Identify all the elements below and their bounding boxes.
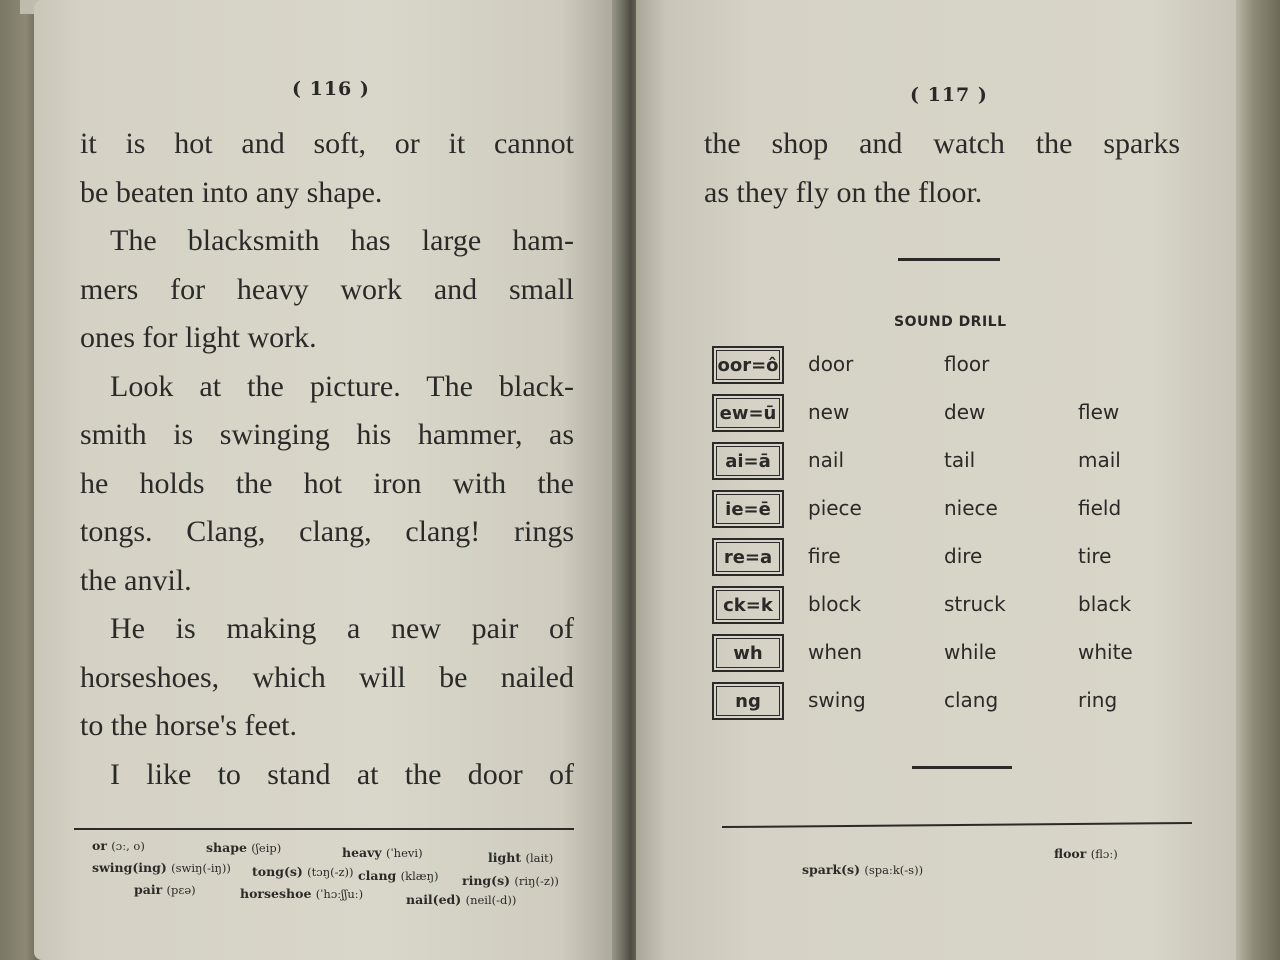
text-line: The blacksmith has large ham- (110, 224, 574, 257)
drill-word: door (808, 352, 854, 376)
drill-row (636, 346, 1242, 386)
footnote-entry: or (ɔː, o) (92, 838, 145, 853)
sound-drill-title: SOUND DRILL (894, 314, 1007, 330)
text-line: to the horse's feet. (80, 709, 298, 742)
right-page (636, 0, 1242, 960)
drill-key-box: oor=ô (712, 346, 784, 384)
drill-key-box: ck=k (712, 586, 784, 624)
drill-key-box: ai=ā (712, 442, 784, 480)
section-rule-top (898, 258, 1000, 261)
right-page-number: ( 117 ) (910, 84, 988, 106)
drill-word: tail (944, 448, 976, 472)
text-line: He is making a new pair of (110, 612, 574, 645)
right-page-body (704, 120, 1180, 217)
footnote-entry: shape (ʃeip) (206, 840, 282, 855)
footnote-entry: floor (flɔː) (1054, 846, 1118, 861)
drill-word: floor (944, 352, 990, 376)
drill-row (636, 490, 1242, 530)
footnote-entry: ring(s) (riŋ(-z)) (462, 873, 559, 888)
section-rule-bottom (912, 766, 1012, 769)
text-line: be beaten into any shape. (80, 175, 383, 209)
footnote-rule (722, 822, 1192, 828)
text-line: smith is swinging his hammer, as (80, 418, 574, 451)
drill-word: white (1078, 640, 1133, 664)
drill-word: field (1078, 496, 1122, 520)
drill-key-box: wh (712, 634, 784, 672)
drill-word: mail (1078, 448, 1121, 472)
footnote-entry: clang (klæŋ) (358, 868, 439, 883)
drill-row (636, 538, 1242, 578)
left-page-number: ( 116 ) (292, 78, 370, 100)
drill-row (636, 634, 1242, 674)
text-line: ones for light work. (80, 321, 317, 354)
drill-word: struck (944, 592, 1006, 616)
footnote-entry: light (lait) (488, 850, 554, 865)
drill-word: nail (808, 448, 845, 472)
drill-word: when (808, 640, 863, 664)
footnote-entry: horseshoe (ˈhɔːʃʃuː) (240, 886, 364, 901)
text-line: the anvil. (80, 563, 192, 597)
drill-word: flew (1078, 400, 1120, 424)
footnote-entry: heavy (ˈhevi) (342, 845, 423, 860)
drill-word: niece (944, 496, 998, 520)
drill-word: black (1078, 592, 1132, 616)
drill-word: ring (1078, 688, 1118, 712)
drill-word: while (944, 640, 997, 664)
footnote-entry: nail(ed) (neil(-d)) (406, 892, 517, 907)
text-line: it is hot and soft, or it cannot (80, 127, 574, 160)
drill-word: clang (944, 688, 999, 712)
drill-row (636, 682, 1242, 722)
drill-key-box: ie=ē (712, 490, 784, 528)
text-line: I like to stand at the door of (110, 757, 574, 791)
text-line: he holds the hot iron with the (80, 466, 574, 500)
drill-word: tire (1078, 544, 1112, 568)
footnote-entry: swing(ing) (swiŋ(-iŋ)) (92, 860, 231, 875)
text-line: horseshoes, which will be nailed (80, 660, 574, 694)
footnote-entry: spark(s) (spaːk(-s)) (802, 862, 924, 877)
drill-key-box: ew=ū (712, 394, 784, 432)
left-page (34, 0, 620, 960)
drill-row (636, 442, 1242, 482)
text-line: the shop and watch the sparks (704, 127, 1180, 160)
page-edges (1236, 0, 1280, 960)
footnote-entry: pair (pɛə) (134, 882, 196, 897)
drill-word: swing (808, 688, 866, 712)
drill-word: new (808, 400, 850, 424)
drill-word: block (808, 592, 862, 616)
drill-key-box: re=a (712, 538, 784, 576)
left-page-body (80, 120, 574, 799)
footnote-rule (74, 828, 574, 830)
text-line: tongs. Clang, clang, clang! rings (80, 515, 574, 548)
drill-key-box: ng (712, 682, 784, 720)
text-line: mers for heavy work and small (80, 272, 574, 306)
drill-row (636, 394, 1242, 434)
drill-row (636, 586, 1242, 626)
drill-word: dew (944, 400, 986, 424)
text-line: as they fly on the floor. (704, 175, 983, 209)
drill-word: piece (808, 496, 862, 520)
footnote-entry: tong(s) (tɔŋ(-z)) (252, 864, 354, 879)
drill-word: fire (808, 544, 841, 568)
drill-word: dire (944, 544, 983, 568)
text-line: Look at the picture. The black- (110, 369, 574, 403)
